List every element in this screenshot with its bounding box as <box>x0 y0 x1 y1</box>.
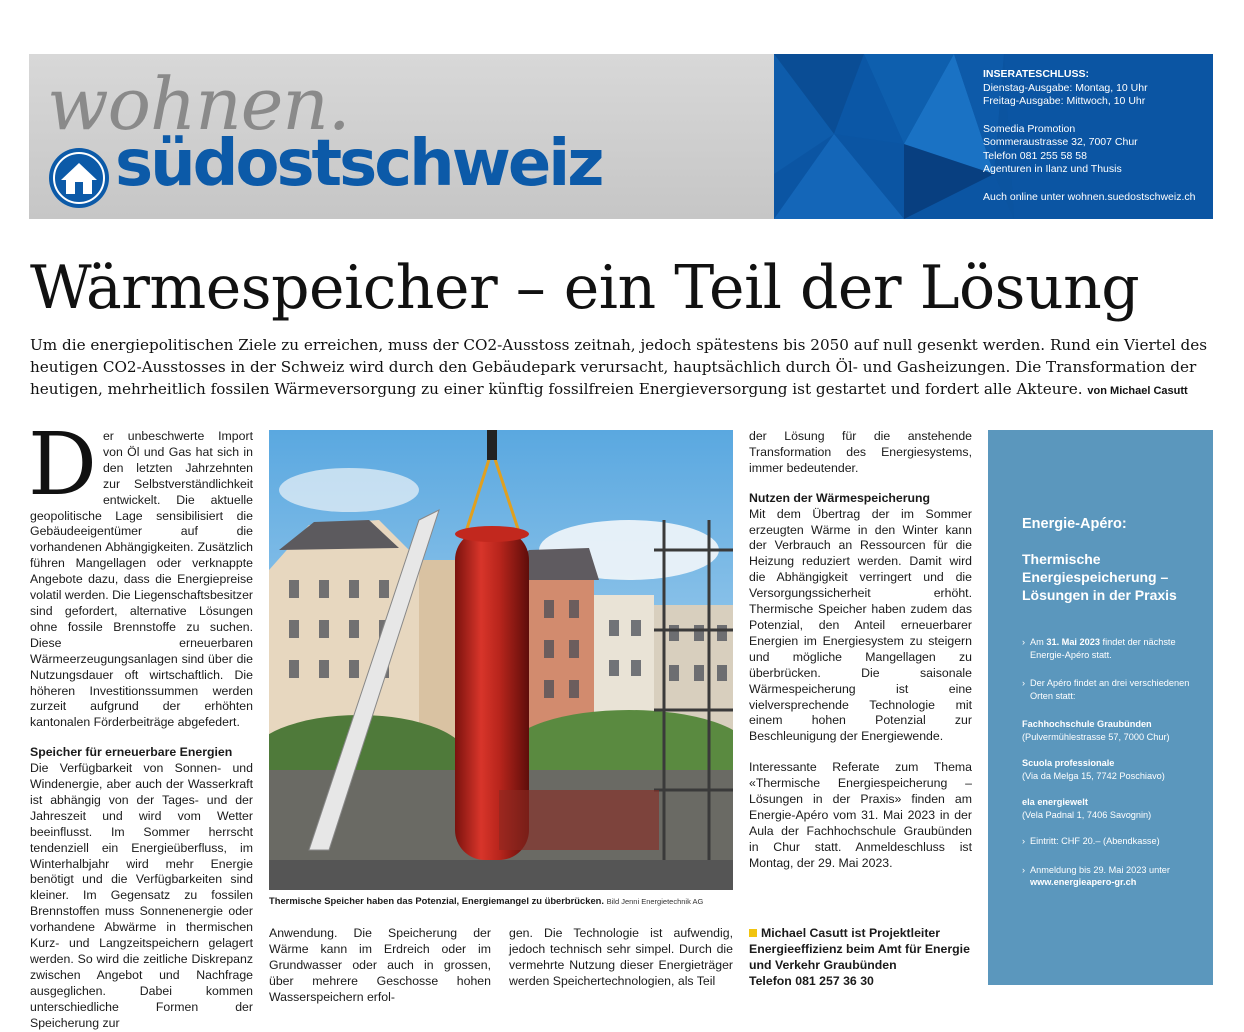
list-item: › Am 31. Mai 2023 findet der nächste Energie-Apéro statt. <box>1022 636 1207 661</box>
caption-text: Thermische Speicher haben das Potenzial, Energiemangel zu überbrücken. <box>269 895 604 906</box>
heat-storage-photo <box>269 430 733 890</box>
deadline-info <box>983 68 1213 204</box>
list-item: › Eintritt: CHF 20.– (Abendkasse) <box>1022 835 1207 848</box>
article-column-3 <box>749 429 972 872</box>
registration-link[interactable]: www.energieapero-gr.ch <box>1030 877 1137 887</box>
subhead-storage: Speicher für erneuerbare Energien <box>30 745 233 760</box>
col1-paragraph-2: Die Verfügbarkeit von Sonnen- und Windenergie, aber auch der Wasserkraft ist abhängig von der Tages- und der Jahreszeit und wird vom Wetter beeinflusst. Im Sommer herrscht tendenziell ein Energieüberfluss, im Winterhalbjahr wird mehr Energie benötigt und die Verfügbarkeiten sind kleiner. Im Gegensatz zu fossilen Brennstoffen muss Sonnenenergie oder vorhandene Abwärme in thermischen Kurz- und Langzeitspeichern gelagert werden. So wird die zeitliche Diskrepanz zwischen Angebot und Nachfrage ausgeglichen. Dabei kommen unterschiedliche Formen der Speicherung zur <box>30 761 253 1030</box>
lower-column-1: Anwendung. Die Speicherung der Wärme kann im Erdreich oder im Grundwasser oder auch in grossen, über mehrere Geschosse hohen Wasserspeichern erfol- <box>269 926 491 1004</box>
location: ela energiewelt (Vela Padnal 1, 7406 Savognin) <box>1022 797 1152 820</box>
info-agencies: Agenturen in Ilanz und Thusis <box>983 163 1122 175</box>
author-bio: Michael Casutt ist Projektleiter Energieeffizienz beim Amt für Energie und Verkehr Graubünden <box>749 926 970 972</box>
byline: von Michael Casutt <box>1087 385 1188 397</box>
author-phone: Telefon 081 257 36 30 <box>749 973 874 988</box>
info-heading: INSERATESCHLUSS: <box>983 68 1089 80</box>
list-item: › Anmeldung bis 29. Mai 2023 unter www.energieapero-gr.ch <box>1022 864 1207 889</box>
masthead <box>29 54 1213 219</box>
author-box <box>749 926 974 990</box>
brand-wohnen: wohnen. <box>47 62 350 146</box>
brand-name: südostschweiz <box>115 127 602 201</box>
info-company: Somedia Promotion <box>983 122 1076 135</box>
info-address: Sommeraustrasse 32, 7007 Chur <box>983 136 1138 148</box>
event-sidebar <box>988 430 1213 985</box>
info-online: Auch online unter wohnen.suedostschweiz.ch <box>983 190 1196 203</box>
col1-paragraph-1: er unbeschwerte Import von Öl und Gas hat sich in den letzten Jahrzehnten zur Selbstverständlichkeit entwickelt. Die aktuelle geopolitische Lage sensibilisiert die Gebäudeeigentümer auf die vorhandenen Abhängigkeiten. Zusätzlich führen Mangellagen oder verknappte Angebote dazu, dass die Energiepreise volatil werden. Die Liegenschaftsbesitzer sind gefordert, alternative Lösungen ohne fossile Brennstoffe zu suchen. Diese erneuerbaren Wärmeerzeugungsanlagen sind über die Nutzungsdauer oft wirtschaftlich. Die höheren Investitionssummen werden zurzeit aufgrund der erhöhten kantonalen Förderbeiträge abgefedert. <box>30 429 253 730</box>
location: Fachhochschule Graubünden (Pulvermühlestrasse 57, 7000 Chur) <box>1022 719 1170 742</box>
photo-caption <box>269 895 735 908</box>
info-phone: Telefon 081 255 58 58 <box>983 149 1087 162</box>
list-item: › Der Apéro findet an drei verschiedenen Orten statt: <box>1022 677 1207 702</box>
sidebar-title: Energie-Apéro: <box>1022 516 1127 532</box>
square-bullet-icon <box>749 929 757 937</box>
lead-text: Um die energiepolitischen Ziele zu erreichen, muss der CO2-Ausstoss zeitnah, jedoch spätestens bis 2050 auf null gesenkt werden. Rund ein Viertel des heutigen CO2-Ausstosses in der Schweiz wird durch den Gebäudepark verursacht, hauptsächlich durch Öl- und Gasheizungen. Die Transformation der heutigen, mehrheitlich fossilen Wärmeversorgung zu einer künftig fossilfreien Energieversorgung ist gestartet und fordert alle Akteure. <box>30 336 1208 398</box>
col3-paragraph-2: Mit dem Übertrag der im Sommer erzeugten Wärme in den Winter kann der Verbrauch an Ressourcen für die Heizung reduziert werden. Damit wird die Abhängigkeit verringert und die Versorgungssicherheit erhöht. Thermische Speicher haben zudem das Potenzial, den Anteil erneuerbarer Energien im Energiesystem zu steigern und mögliche Mangellagen zu überbrücken. Die saisonale Wärmespeicherung ist eine vielversprechende Technologie mit einem hohen Potenzial zur Beschleunigung der Energiewende. <box>749 506 972 744</box>
sidebar-subtitle: Thermische Energiespeicherung – Lösungen in der Praxis <box>1022 551 1177 603</box>
article-lead <box>30 334 1216 402</box>
article-photo <box>269 430 733 890</box>
house-logo-icon <box>47 146 111 210</box>
info-line1: Dienstag-Ausgabe: Montag, 10 Uhr <box>983 81 1148 94</box>
info-line2: Freitag-Ausgabe: Mittwoch, 10 Uhr <box>983 95 1146 107</box>
subhead-benefits: Nutzen der Wärmespeicherung <box>749 490 931 505</box>
col3-paragraph-1: der Lösung für die anstehende Transformation des Energiesystems, immer bedeutender. <box>749 429 972 475</box>
sidebar-list <box>1022 636 1207 905</box>
article-column-1 <box>28 415 253 1032</box>
col3-paragraph-3: Interessante Referate zum Thema «Thermische Energiespeicherung – Lösungen in der Praxis» finden am Energie-Apéro vom 31. Mai 2023 in der Aula der Fachhochschule Graubünden in Chur statt. Anmeldeschluss ist Montag, der 29. Mai 2023. <box>749 760 972 870</box>
caption-credit: Bild Jenni Energietechnik AG <box>606 897 704 906</box>
lower-column-2: gen. Die Technologie ist aufwendig, jedoch technisch sehr simpel. Durch die vermehrte Nutzung dieser Energieträger werden Speichertechnologien, als Teil <box>509 926 733 988</box>
dropcap: D <box>28 415 97 515</box>
location: Scuola professionale (Via da Melga 15, 7742 Poschiavo) <box>1022 758 1165 781</box>
article-headline: Wärmespeicher – ein Teil der Lösung <box>30 253 1140 323</box>
